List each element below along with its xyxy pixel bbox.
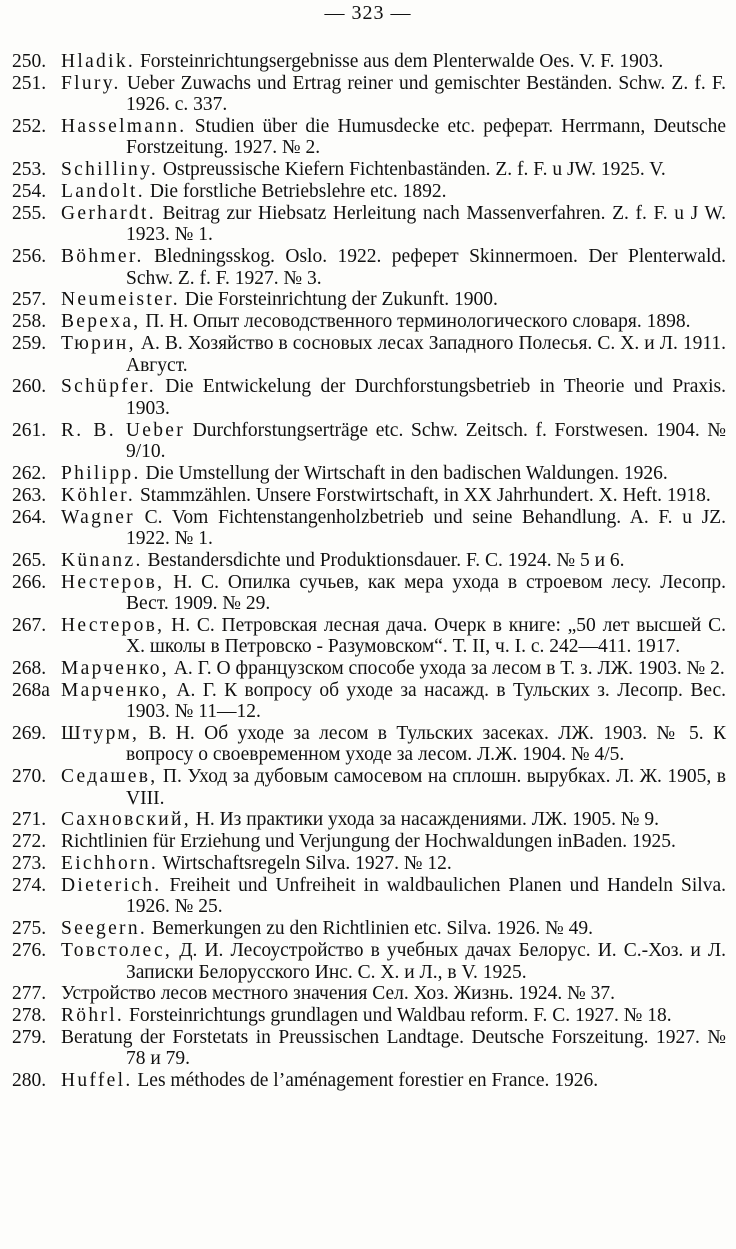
entry-author: Seegern.	[61, 918, 148, 940]
bibliography-entry	[12, 723, 726, 766]
bibliography-entry	[12, 289, 726, 310]
entry-number: 252.	[12, 116, 47, 138]
bibliography-entry	[12, 875, 726, 918]
entry-author: Товстолес,	[61, 940, 173, 962]
entry-author: Landolt.	[61, 181, 145, 203]
entry-author: Dieterich.	[61, 875, 162, 897]
entry-number: 262.	[12, 462, 47, 484]
entry-text: А. Г. К вопросу об уходе за насажд. в Тульских з. Лесопр. Вес. 1903. № 11—12.	[126, 679, 727, 723]
entry-number: 270.	[12, 766, 47, 788]
entry-number: 256.	[12, 246, 47, 268]
entry-text: А. Г. О французском способе ухода за лесом в Т. з. ЛЖ. 1903. № 2.	[173, 658, 725, 679]
entry-author: Böhmer.	[61, 246, 144, 268]
bibliography-entry	[12, 181, 726, 202]
bibliography-entry	[12, 766, 726, 809]
page-number: — 323 —	[324, 2, 412, 24]
entry-text: Forsteinrichtungsergebnisse aus dem Plenterwalde Oes. V. F. 1903.	[139, 51, 664, 72]
entry-author: Schilliny.	[61, 159, 159, 181]
entry-author: Нестеров,	[61, 571, 165, 593]
entry-text: А. В. Хозяйство в сосновых лесах Западного Полесья. С. Х. и Л. 1911. Август.	[126, 333, 727, 376]
entry-number: 273.	[12, 853, 47, 875]
bibliography-entry	[12, 572, 726, 615]
entry-text: Die forstliche Betriebslehre etc. 1892.	[149, 181, 447, 203]
bibliography-entry	[12, 507, 726, 550]
entry-author: Wagner	[61, 506, 135, 528]
entry-text: Les méthodes de l’aménagement forestier en France. 1926.	[137, 1070, 599, 1092]
bibliography-entry	[12, 159, 726, 180]
entry-text: Wirtschaftsregeln Silva. 1927. № 12.	[162, 853, 452, 875]
bibliography-list	[12, 51, 726, 1092]
bibliography-entry	[12, 463, 726, 484]
entry-author: Eichhorn.	[61, 853, 159, 875]
entry-text: Bledningsskog. Oslo. 1922. реферет Skinnermoen. Der Plenterwald. Schw. Z. f. F. 1927. № 3.	[126, 246, 726, 289]
bibliography-entry	[12, 853, 726, 874]
entry-number: 257.	[12, 289, 47, 311]
entry-number: 278.	[12, 1005, 47, 1027]
entry-text: Bemerkungen zu den Richtlinien etc. Silva. 1926. № 49.	[151, 918, 593, 940]
entry-text: Н. Из практики ухода за насаждениями. ЛЖ. 1905. № 9.	[195, 809, 660, 831]
entry-author: Hasselmann.	[61, 116, 187, 138]
bibliography-entry	[12, 940, 726, 983]
entry-author: Bepexa,	[61, 311, 141, 333]
bibliography-entry	[12, 1005, 726, 1026]
entry-author: Тюрин,	[61, 333, 136, 355]
entry-author: Künanz.	[61, 549, 143, 571]
bibliography-entry	[12, 1027, 726, 1070]
entry-author: Neumeister.	[61, 289, 180, 311]
entry-author: Марченко,	[61, 658, 169, 679]
entry-number: 280.	[12, 1070, 47, 1092]
entry-text: Stammzählen. Unsere Forstwirtschaft, in XX Jahrhundert. X. Heft. 1918.	[139, 484, 711, 506]
entry-author: R. B. Ueber	[61, 419, 185, 441]
entry-text: П. Н. Опыт лесоводственного терминологического словаря. 1898.	[145, 311, 691, 333]
bibliography-entry	[12, 1070, 726, 1091]
bibliography-entry	[12, 376, 726, 419]
entry-author: Schüpfer.	[61, 376, 156, 398]
entry-number: 276.	[12, 940, 47, 962]
entry-author: Марченко,	[61, 679, 169, 701]
entry-number: 272.	[12, 831, 47, 853]
bibliography-entry	[12, 809, 726, 830]
entry-number: 263.	[12, 484, 47, 506]
entry-text: Forsteinrichtungs grundlagen und Waldbau reform. F. C. 1927. № 18.	[128, 1005, 672, 1027]
entry-text: Durchforstungserträge etc. Schw. Zeitsch. f. Forstwesen. 1904. № 9/10.	[126, 419, 726, 462]
bibliography-entry	[12, 658, 726, 679]
entry-author: Нестеров,	[61, 614, 165, 636]
entry-number: 279.	[12, 1027, 47, 1049]
entry-text: Die Umstellung der Wirtschaft in den badischen Waldungen. 1926.	[145, 462, 668, 484]
entry-number: 258.	[12, 311, 47, 333]
entry-author: Hladik.	[61, 51, 136, 72]
entry-number: 267.	[12, 614, 47, 636]
entry-text: Устройство лесов местного значения Сел. Хоз. Жизнь. 1924. № 37.	[61, 983, 615, 1005]
bibliography-entry	[12, 420, 726, 463]
bibliography-entry	[12, 918, 726, 939]
bibliography-entry	[12, 51, 726, 72]
entry-author: Сахновский,	[61, 809, 191, 831]
bibliography-entry	[12, 485, 726, 506]
bibliography-entry	[12, 983, 726, 1004]
entry-text: В. Н. Об уходе за лесом в Тульских засеках. ЛЖ. 1903. № 5. К вопросу о своевременном уходе за лесом. Л.Ж. 1904. № 4/5.	[126, 723, 727, 766]
bibliography-entry	[12, 615, 726, 658]
entry-number: 264.	[12, 506, 47, 528]
entry-number: 250.	[12, 51, 47, 72]
entry-number: 268а	[12, 679, 50, 701]
entry-number: 253.	[12, 159, 47, 181]
entry-text: Н. С. Опилка сучьев, как мера ухода в строевом лесу. Лесопр. Вест. 1909. № 29.	[126, 571, 727, 614]
entry-author: Philipp.	[61, 462, 141, 484]
entry-author: Köhler.	[61, 484, 136, 506]
entry-number: 269.	[12, 723, 47, 745]
entry-text: Die Forsteinrichtung der Zukunft. 1900.	[184, 289, 498, 311]
entry-text: Richtlinien für Erziehung und Verjungung der Hochwaldungen inBaden. 1925.	[61, 831, 676, 853]
entry-author: Штурм,	[61, 723, 140, 745]
bibliography-entry	[12, 831, 726, 852]
entry-text: C. Vom Fichtenstangenholzbetrieb und seine Behandlung. A. F. u JZ. 1922. № 1.	[126, 506, 727, 549]
entry-number: 261.	[12, 419, 47, 441]
entry-text: Д. И. Лесоустройство в учебных дачах Белорус. И. С.-Хоз. и Л. Записки Белорусского Инс. С. Х. и Л., в V. 1925.	[126, 940, 727, 983]
bibliography-entry	[12, 116, 726, 159]
entry-text: Freiheit und Unfreiheit in waldbaulichen Planen und Handeln Silva. 1926. № 25.	[126, 875, 726, 918]
entry-number: 268.	[12, 658, 47, 679]
entry-text: Die Entwickelung der Durchforstungsbetrieb in Theorie und Praxis. 1903.	[126, 376, 727, 419]
bibliography-entry	[12, 550, 726, 571]
entry-text: Beratung der Forstetats in Preussischen Landtage. Deutsche Forszeitung. 1927. № 78 и 79.	[61, 1027, 726, 1070]
entry-number: 265.	[12, 549, 47, 571]
entry-number: 254.	[12, 181, 47, 203]
entry-number: 260.	[12, 376, 47, 398]
entry-number: 266.	[12, 571, 47, 593]
entry-text: П. Уход за дубовым самосевом на сплошн. вырубках. Л. Ж. 1905, в VIII.	[126, 766, 726, 809]
entry-text: Ostpreussische Kiefern Fichtenbaständen. Z. f. F. u JW. 1925. V.	[162, 159, 666, 181]
bibliography-entry	[12, 311, 726, 332]
entry-number: 259.	[12, 333, 47, 355]
bibliography-entry	[12, 73, 726, 116]
bibliography-entry	[12, 203, 726, 246]
entry-number: 274.	[12, 875, 47, 897]
entry-author: Flury.	[61, 72, 121, 94]
entry-author: Röhrl.	[61, 1005, 125, 1027]
entry-number: 271.	[12, 809, 47, 831]
entry-number: 255.	[12, 203, 47, 225]
entry-number: 251.	[12, 72, 47, 94]
entry-text: Ueber Zuwachs und Ertrag reiner und gemischter Beständen. Schw. Z. f. F. 1926. c. 337.	[126, 72, 727, 116]
entry-text: Н. С. Петровская лесная дача. Очерк в книге: „50 лет высшей С. Х. школы в Петровско - Разумовском“. Т. II, ч. I. с. 242—411. 1917.	[126, 614, 727, 658]
bibliography-entry	[12, 333, 726, 376]
entry-text: Bestandersdichte und Produktionsdauer. F. C. 1924. № 5 и 6.	[147, 549, 625, 571]
entry-number: 277.	[12, 983, 47, 1005]
entry-text: Beitrag zur Hiebsatz Herleitung nach Massenverfahren. Z. f. F. u J W. 1923. № 1.	[126, 203, 726, 246]
entry-text: Studien über die Humusdecke etc. реферат. Herrmann, Deutsche Forstzeitung. 1927. № 2.	[126, 116, 726, 159]
bibliography-entry	[12, 246, 726, 289]
entry-author: Седашев,	[61, 766, 158, 788]
bibliography-entry	[12, 680, 726, 723]
entry-author: Gerhardt.	[61, 203, 156, 225]
entry-number: 275.	[12, 918, 47, 940]
entry-author: Huffel.	[61, 1070, 133, 1092]
